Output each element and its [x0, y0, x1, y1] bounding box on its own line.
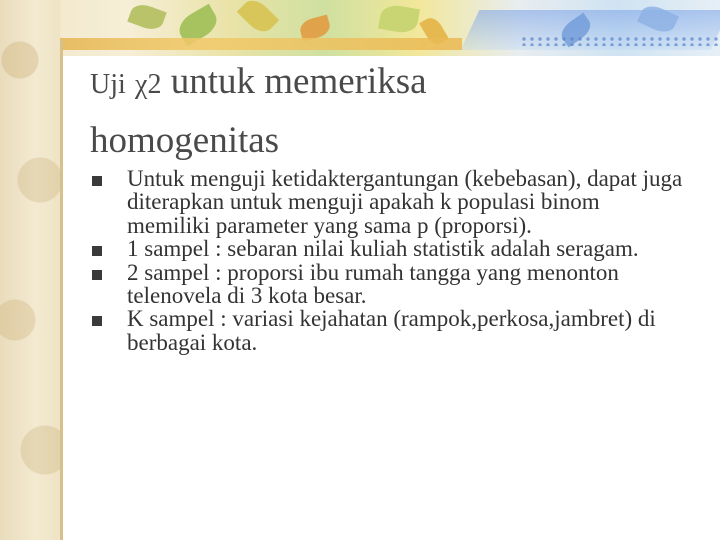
- bullet-text: 2 sampel : proporsi ibu rumah tangga yang menonton telenovela di 3 kota besar.: [127, 259, 619, 309]
- bullet-square-icon: [92, 270, 102, 280]
- leaf-decoration: [127, 1, 166, 33]
- leaf-decoration: [378, 3, 420, 35]
- bullet-text: Untuk menguji ketidaktergantungan (kebebasan), dapat juga diterapkan untuk menguji apakah k populasi binom memiliki parameter yang sama p (proporsi).: [127, 166, 683, 238]
- list-item: [92, 261, 692, 308]
- title-rest: untuk memeriksa: [170, 61, 427, 102]
- bullet-text: K sampel : variasi kejahatan (rampok,perkosa,jambret) di berbagai kota.: [127, 306, 656, 355]
- title-chi-symbol: χ2: [135, 69, 162, 100]
- bullet-square-icon: [92, 176, 102, 186]
- list-item: [92, 167, 692, 237]
- list-item: [92, 307, 692, 354]
- list-item: [92, 237, 692, 260]
- left-parchment-strip: [0, 0, 60, 540]
- bullet-square-icon: [92, 316, 102, 326]
- left-border-line: [60, 40, 63, 540]
- slide-title: [90, 54, 690, 169]
- dot-pattern-decoration: [520, 36, 720, 46]
- bullet-square-icon: [92, 246, 102, 256]
- title-line2: homogenitas: [90, 120, 280, 161]
- leaf-decoration: [237, 0, 279, 37]
- bullet-text: 1 sampel : sebaran nilai kuliah statistik adalah seragam.: [127, 236, 639, 262]
- bullet-list: [92, 167, 692, 354]
- gold-bar-decoration: [22, 38, 462, 50]
- title-prefix: Uji: [90, 69, 126, 100]
